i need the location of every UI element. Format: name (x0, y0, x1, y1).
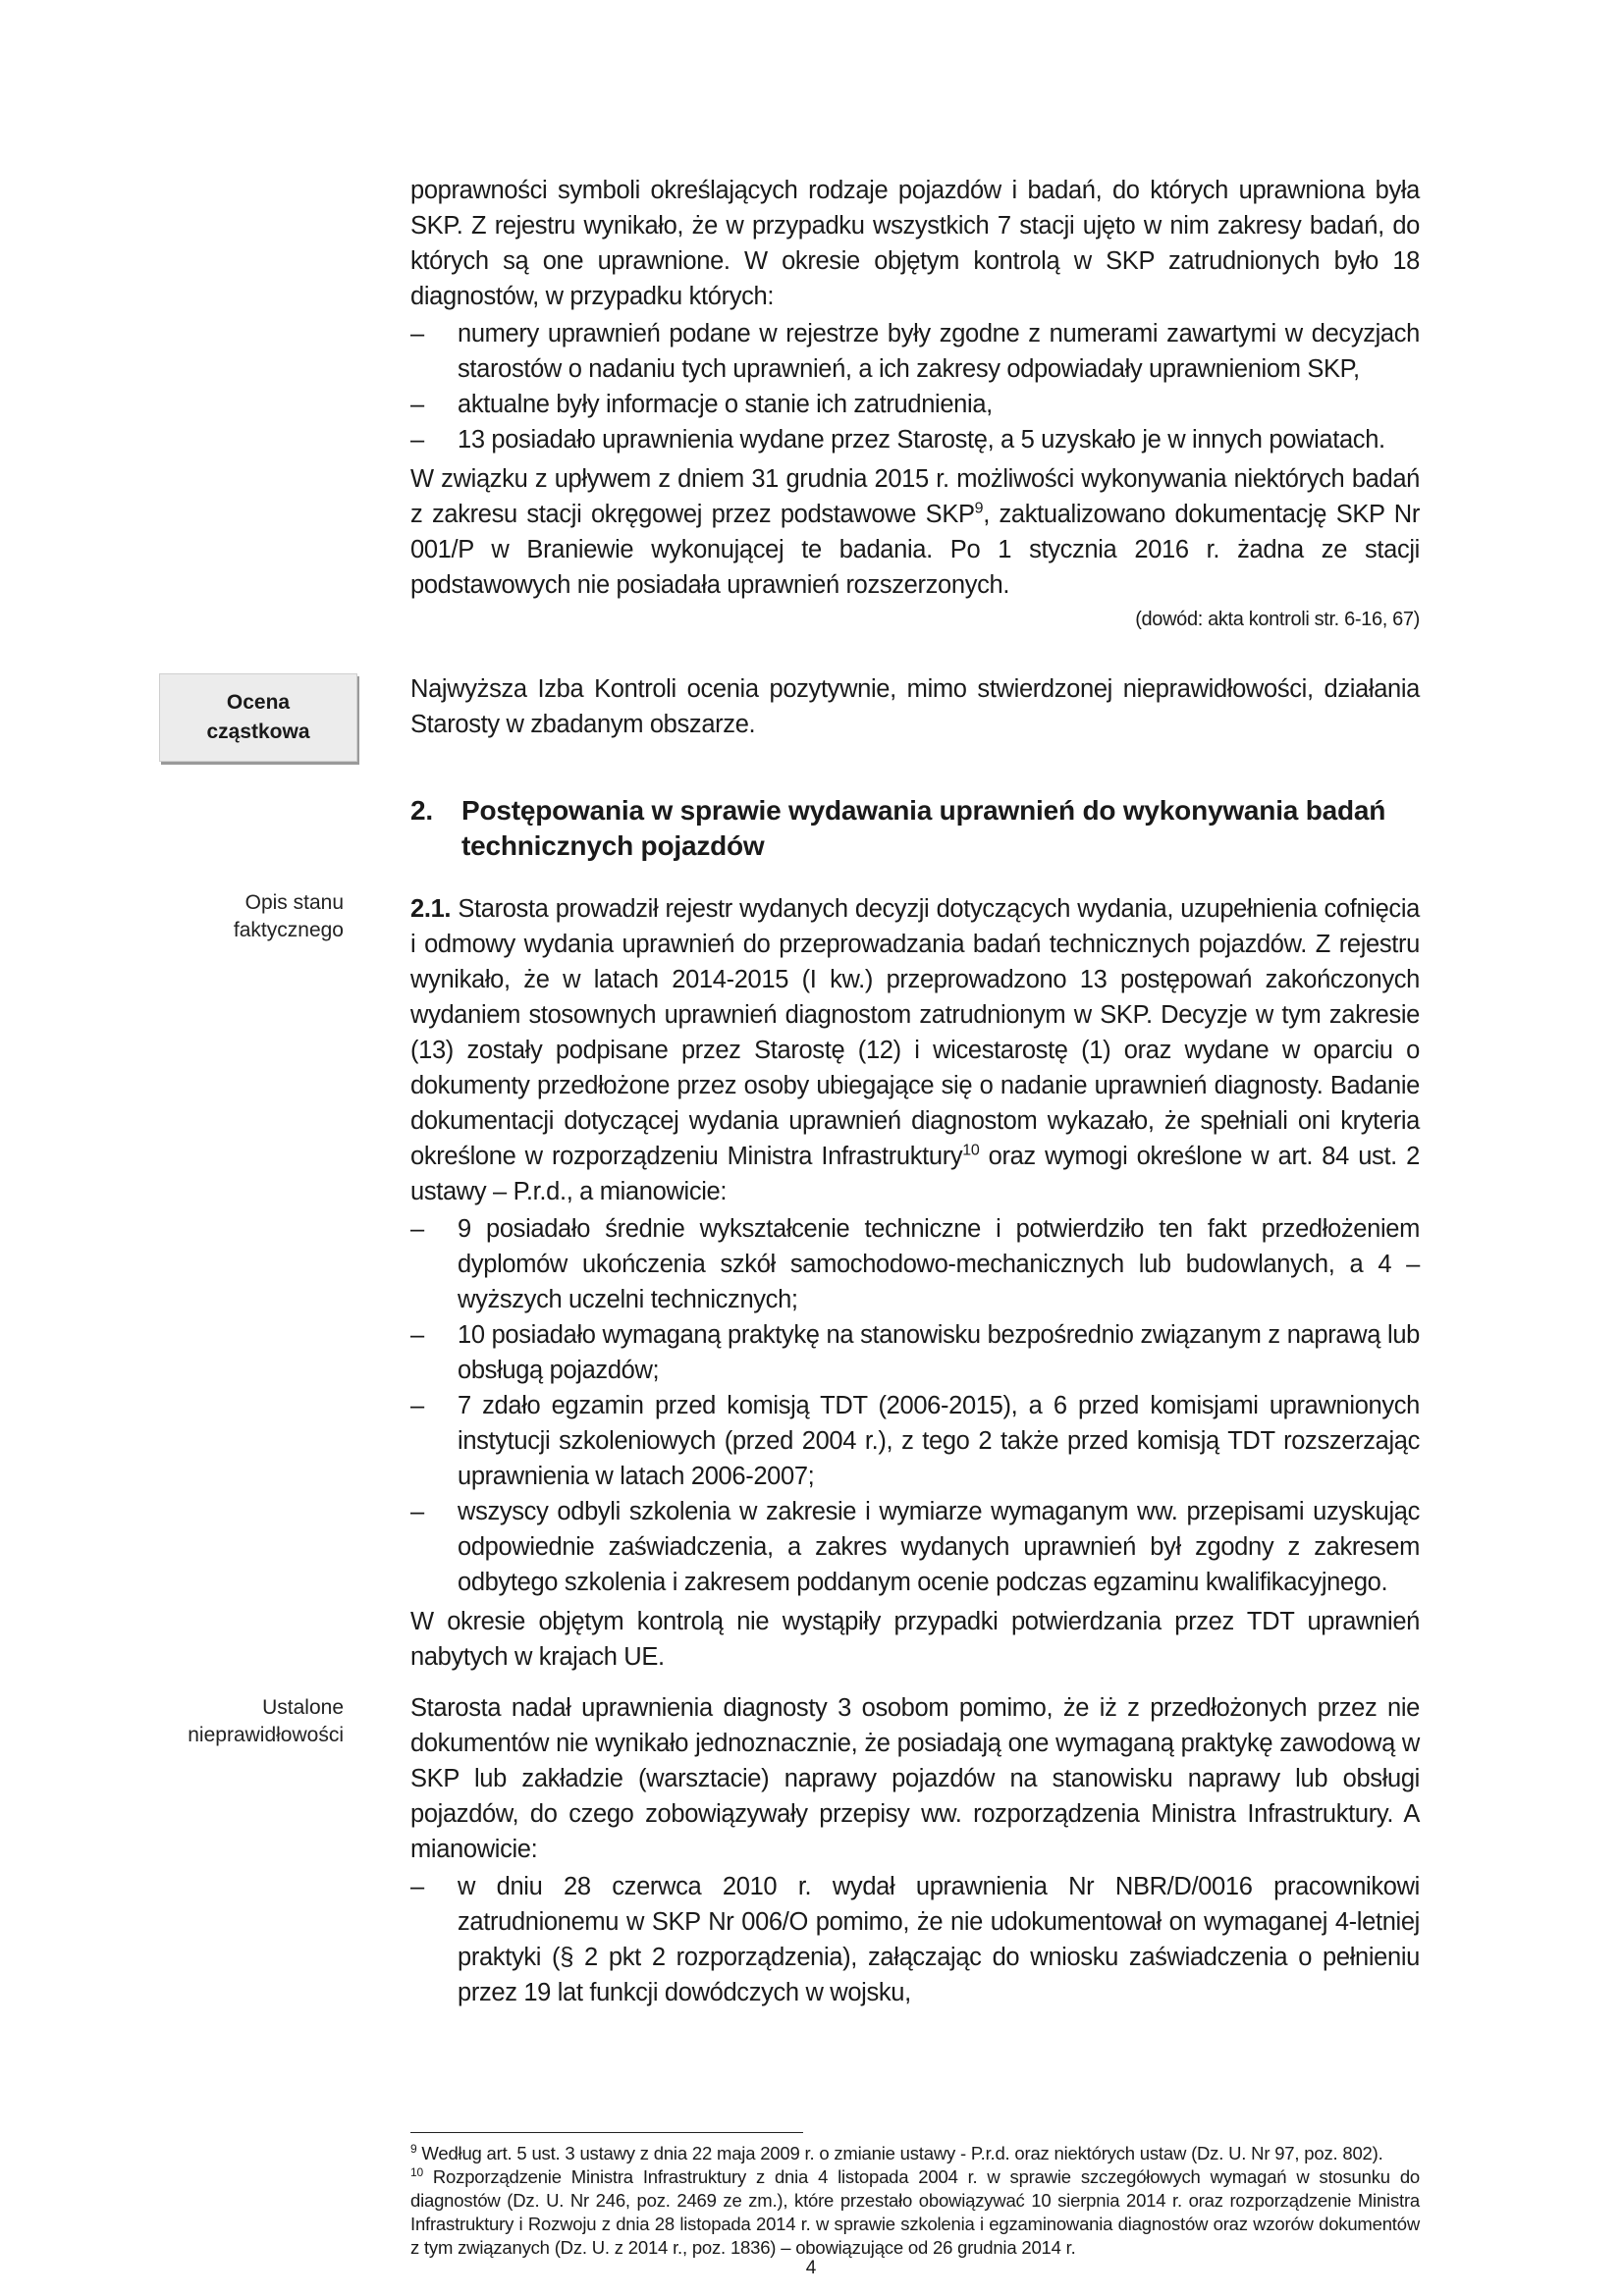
evidence-reference: (dowód: akta kontroli str. 6-16, 67) (1135, 609, 1420, 630)
list-item: – w dniu 28 czerwca 2010 r. wydał uprawnienia Nr NBR/D/0016 pracownikowi zatrudnionemu w SKP Nr 006/O pomimo, że nie udokumentował on wymaganej 4-letniej praktyki (§ 2 pkt 2 rozporządzenia), załączając do wniosku zaświadczenia o pełnieniu przez 19 lat funkcji dowódczych w wojsku, (410, 1869, 1420, 2010)
subsection-number: 2.1. (410, 895, 452, 923)
update-paragraph: W związku z upływem z dniem 31 grudnia 2015 r. możliwości wykonywania niektórych badań z zakresu stacji okręgowej przez podstawowe SKP$^9$, zaktualizowano dokumentację SKP Nr 001/P w Braniewie wykonującej te badania. Po 1 stycznia 2016 r. żadna ze stacji podstawowych nie posiadała uprawnień rozszerzonych. (410, 465, 1420, 599)
dash-marker: – (410, 1321, 424, 1349)
dash-marker: – (410, 1873, 424, 1900)
diagnostics-list (410, 316, 1420, 457)
footnote-10: $^{10}$ Rozporządzenie Ministra Infrastruktury z dnia 4 listopada 2004 r. w sprawie szczegółowych wymagań w stosunku do diagnostów (Dz. U. Nr 246, poz. 2469 ze zm.), które przestało obowiązywać 10 sierpnia 2014 r. oraz rozporządzenie Ministra Infrastruktury i Rozwoju z dnia 28 listopada 2014 r. w sprawie szkolenia i egzaminowania diagnostów oraz wzorów dokumentów z tym związanych (Dz. U. z 2014 r., poz. 1836) – obowiązujące od 26 grudnia 2014 r. (410, 2164, 1420, 2258)
footnote-ref-9[interactable]: 9 (974, 500, 984, 517)
list-item: – 13 posiadało uprawnienia wydane przez Starostę, a 5 uzyskało je w innych powiatach. (410, 422, 1420, 457)
list-item: – wszyscy odbyli szkolenia w zakresie i wymiarze wymaganym ww. przepisami uzyskując odpowiednie zaświadczenia, a zakres wydanych uprawnień był zgodny z zakresem odbytego szkolenia i zakresem poddanym ocenie podczas egzaminu kwalifikacyjnego. (410, 1494, 1420, 1600)
assessment-text: Najwyższa Izba Kontroli ocenia pozytywnie, mimo stwierdzonej nieprawidłowości, działania Starosty w zbadanym obszarze. (410, 675, 1420, 738)
dash-marker: – (410, 426, 424, 454)
eu-paragraph: W okresie objętym kontrolą nie wystąpiły przypadki potwierdzania przez TDT uprawnień nabytych w krajach UE. (410, 1608, 1420, 1671)
dash-marker: – (410, 1215, 424, 1243)
irregularities-label: Ustalone nieprawidłowości (188, 1696, 344, 1746)
section-heading (410, 793, 1420, 864)
list-item: – 7 zdało egzamin przed komisją TDT (2006-2015), a 6 przed komisjami uprawnionych instytucji szkoleniowych (przed 2004 r.), z tego 2 także przed komisją TDT rozszerzając uprawnienia w latach 2006-2007; (410, 1388, 1420, 1494)
section-2-1-paragraph: 2.1. Starosta prowadził rejestr wydanych decyzji dotyczących wydania, uzupełnienia cofnięcia i odmowy wydania uprawnień do przeprowadzania badań technicznych pojazdów. Z rejestru wynikało, że w latach 2014-2015 (I kw.) przeprowadzono 13 postępowań zakończonych wydaniem stosownych uprawnień diagnostom zatrudnionym w SKP. Decyzje w tym zakresie (13) zostały podpisane przez Starostę (12) i wicestarostę (1) oraz wydane w oparciu o dokumenty przedłożone przez osoby ubiegające się o nadanie uprawnień diagnosty. Badanie dokumentacji dotyczącej wydania uprawnień diagnostom wykazało, że spełniali oni kryteria określone w rozporządzeniu Ministra Infrastruktury$^{10}$ oraz wymogi określone w art. 84 ust. 2 ustawy – P.r.d., a mianowicie: (410, 895, 1420, 1205)
footnotes (410, 2142, 1420, 2260)
footnote-9: $^9$ Według art. 5 ust. 3 ustawy z dnia 22 maja 2009 r. o zmianie ustawy - P.r.d. oraz niektórych ustaw (Dz. U. Nr 97, poz. 802). (410, 2141, 1383, 2163)
dash-marker: – (410, 320, 424, 347)
section-2-heading-block (410, 793, 1420, 864)
intro-paragraph: poprawności symboli określających rodzaje pojazdów i badań, do których uprawniona była SKP. Z rejestru wynikało, że w przypadku wszystkich 7 stacji ujęto w nim zakresy badań, do których są one uprawnione. W okresie objętym kontrolą w SKP zatrudnionych było 18 diagnostów, w przypadku których: (410, 177, 1420, 310)
irregularities-list (410, 1869, 1420, 2010)
criteria-list (410, 1211, 1420, 1600)
section-2-1-block (410, 891, 1420, 1675)
list-item: – numery uprawnień podane w rejestrze były zgodne z numerami zawartymi w decyzjach starostów o nadaniu tych uprawnień, a ich zakresy odpowiadały uprawnieniom SKP, (410, 316, 1420, 387)
dash-marker: – (410, 1498, 424, 1525)
dash-marker: – (410, 391, 424, 418)
facts-label: Opis stanu faktycznego (233, 891, 344, 941)
page-number: 4 (805, 2258, 817, 2278)
section-title: Postępowania w sprawie wydawania uprawnień do wykonywania badań technicznych pojazdów (461, 795, 1386, 861)
irregularities-block (410, 1690, 1420, 2014)
section-number: 2. (410, 795, 433, 826)
intro-block (410, 173, 1420, 634)
list-item: – aktualne były informacje o stanie ich zatrudnienia, (410, 387, 1420, 422)
irregularities-paragraph: Starosta nadał uprawnienia diagnosty 3 osobom pomimo, że iż z przedłożonych przez nie dokumentów nie wynikało jednoznacznie, że posiadają one wymaganą praktykę zawodową w SKP lub zakładzie (warsztacie) naprawy pojazdów na stanowisku naprawy lub obsługi pojazdów, do czego zobowiązywały przepisy ww. rozporządzenia Ministra Infrastruktury. A mianowicie: (410, 1694, 1420, 1863)
dash-marker: – (410, 1392, 424, 1419)
footnote-ref-10[interactable]: 10 (962, 1142, 980, 1159)
list-item: – 9 posiadało średnie wykształcenie techniczne i potwierdziło ten fakt przedłożeniem dyplomów ukończenia szkół samochodowo-mechanicznych lub budowlanych, a 4 – wyższych uczelni technicznych; (410, 1211, 1420, 1317)
list-item: – 10 posiadało wymaganą praktykę na stanowisku bezpośrednio związanym z naprawą lub obsługą pojazdów; (410, 1317, 1420, 1388)
footnote-separator (410, 2132, 803, 2133)
assessment-block (410, 671, 1420, 742)
partial-assessment-label: Ocena cząstkowa (159, 673, 357, 762)
